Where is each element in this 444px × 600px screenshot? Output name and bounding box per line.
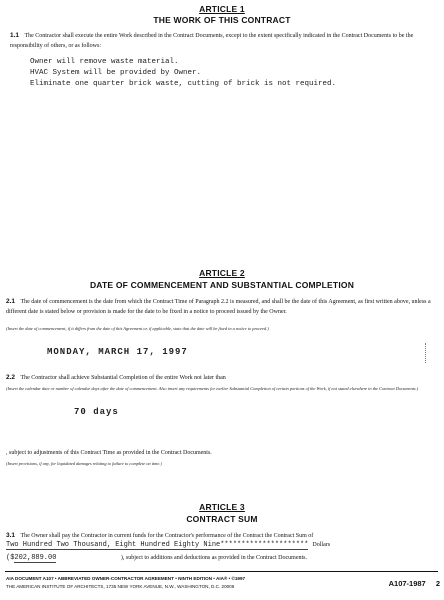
margin-mark bbox=[425, 343, 428, 363]
footer-rule bbox=[5, 571, 438, 572]
paragraph-2-1 bbox=[6, 297, 438, 317]
typed-line: Owner will remove waste material. bbox=[30, 58, 179, 66]
footer-line-1: AIA DOCUMENT A107 • ABBREVIATED OWNER-CONTRACTOR AGREEMENT • NINTH EDITION • AIA® • ©1997 bbox=[6, 576, 246, 581]
instruction-note: (Insert the calendar date or number of calendar days after the date of commencement. Also insert any requirements for earlier Substantial Completion of certain portions of the Work, if not stated elsewhere in the Contract Documents.) bbox=[6, 386, 419, 391]
article-1-number: ARTICLE 1 bbox=[199, 4, 245, 14]
article-1-title: THE WORK OF THIS CONTRACT bbox=[153, 15, 291, 25]
figure-prefix: ($ bbox=[6, 554, 15, 562]
contract-sum-line bbox=[6, 540, 438, 551]
paragraph-number: 1.1 bbox=[10, 32, 20, 39]
dollars-label: Dollars bbox=[312, 542, 331, 548]
paragraph-text: The Contractor shall execute the entire Work described in the Contract Documents, except to the extent specifically indicated in the Contract Documents to be the responsibility of others, or as follows: bbox=[10, 33, 414, 49]
footer-doc-id bbox=[360, 579, 440, 588]
contract-sum-figure: 202,889.00 bbox=[14, 554, 57, 562]
paragraph-number: 2.2 bbox=[6, 374, 16, 381]
typed-line: Eliminate one quarter brick waste, cutting of brick is not required. bbox=[30, 80, 337, 88]
article-3-title: CONTRACT SUM bbox=[186, 514, 258, 524]
footer-line-2: THE AMERICAN INSTITUTE OF ARCHITECTS, 1735 NEW YORK AVENUE, N.W., WASHINGTON, D.C. 20006 bbox=[6, 584, 235, 589]
page-number: 2 bbox=[435, 579, 440, 588]
paragraph-text: The Owner shall pay the Contractor in current funds for the Contractor's performance of the Contract the Contract Sum of bbox=[20, 533, 314, 539]
instruction-note: (Insert the date of commencement, if it differs from the date of this Agreement or, if applicable, state that the date will be fixed in a notice to proceed.) bbox=[6, 326, 269, 331]
paragraph-text: The date of commencement is the date from which the Contract Time of Paragraph 2.2 is measured, and shall be the date of this Agreement, as first written above, unless a different date is stated below or provision is made for the date to be fixed in a notice to proceed issued by the Owner. bbox=[6, 299, 431, 315]
article-2-title: DATE OF COMMENCEMENT AND SUBSTANTIAL COMPLETION bbox=[89, 280, 355, 290]
paragraph-2-2 bbox=[6, 373, 438, 384]
contract-sum-figure-line bbox=[6, 550, 438, 564]
contract-time-adjustment: , subject to adjustments of this Contract Time as provided in the Contract Documents. bbox=[6, 450, 212, 456]
paragraph-text: ), subject to additions and deductions as provided in the Contract Documents. bbox=[120, 555, 308, 561]
paragraph-number: 3.1 bbox=[6, 532, 16, 539]
commencement-date-value: MONDAY, MARCH 17, 1997 bbox=[47, 347, 188, 357]
article-3-number: ARTICLE 3 bbox=[199, 502, 245, 512]
article-2-number: ARTICLE 2 bbox=[199, 268, 245, 278]
paragraph-number: 2.1 bbox=[6, 298, 16, 305]
document-id: A107-1987 bbox=[388, 579, 426, 588]
paragraph-text: The Contractor shall achieve Substantial Completion of the entire Work not later than bbox=[20, 375, 226, 381]
typed-line: HVAC System will be provided by Owner. bbox=[30, 69, 202, 77]
contract-sum-words: Two Hundred Two Thousand, Eight Hundred Eighty Nine********************* bbox=[6, 541, 309, 549]
completion-days-value: 70 days bbox=[74, 407, 119, 417]
paragraph-1-1 bbox=[10, 31, 438, 51]
instruction-note: (Insert provisions, if any, for liquidated damages relating to failure to complete on time.) bbox=[6, 461, 162, 466]
